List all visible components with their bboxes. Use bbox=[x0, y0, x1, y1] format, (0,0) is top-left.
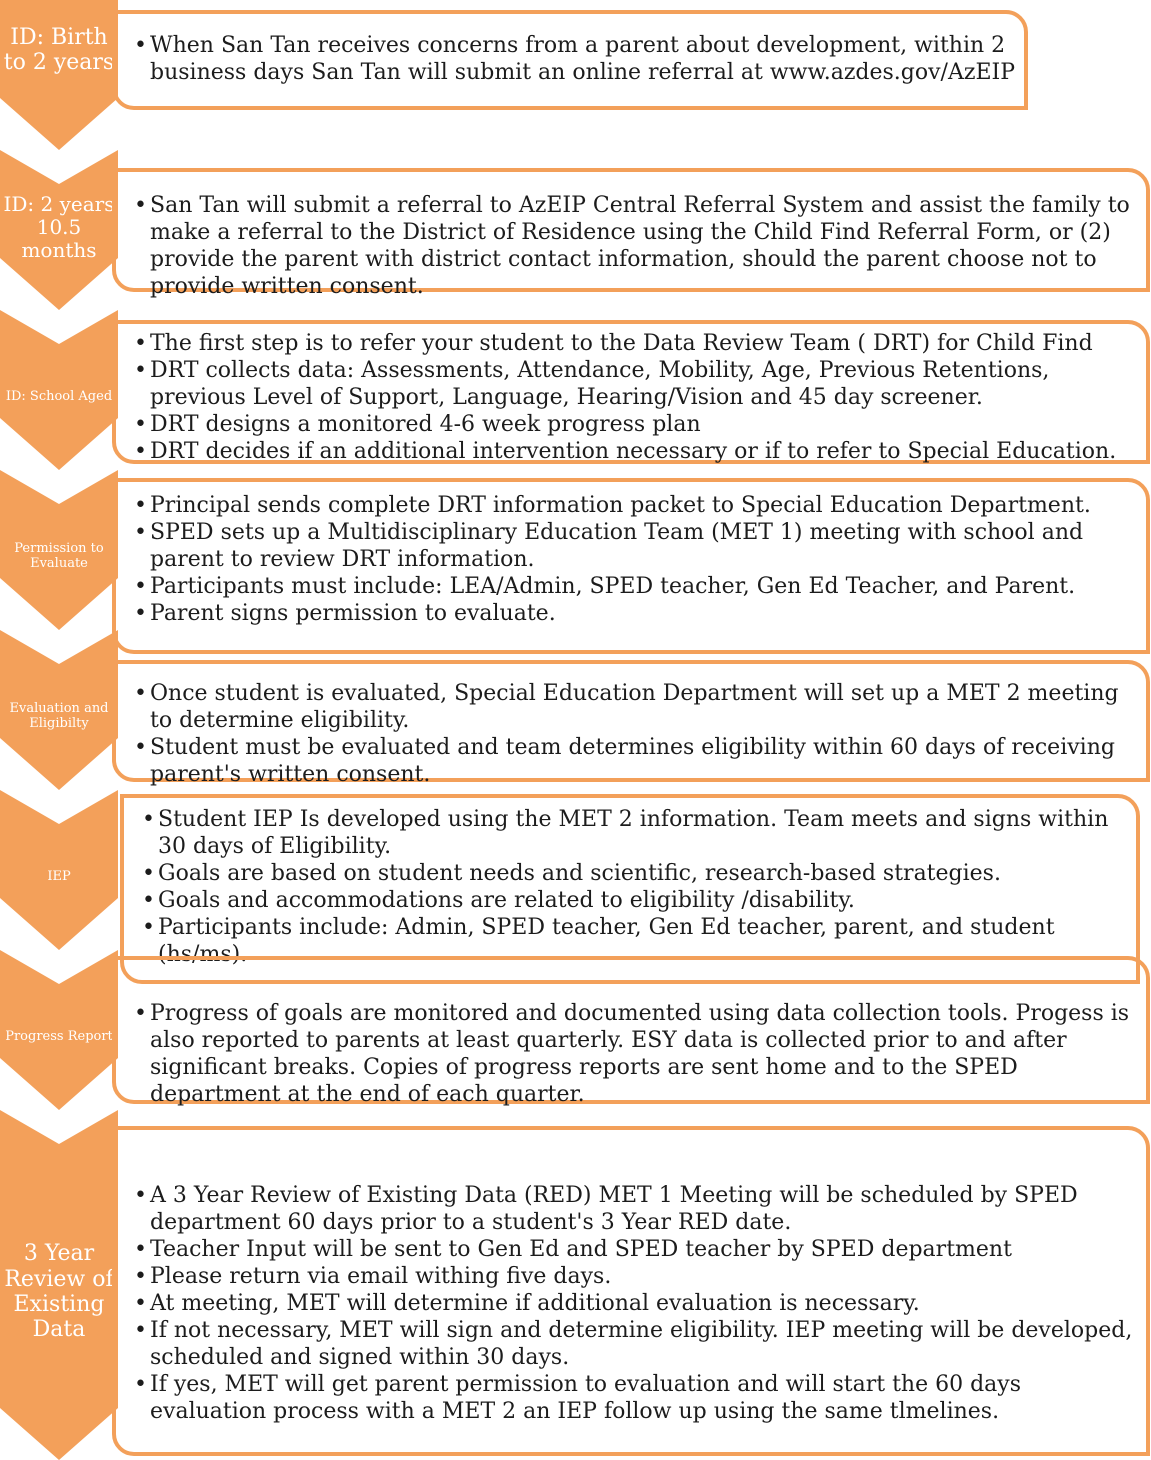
step-bullet: • When San Tan receives concerns from a parent about development, within 2 business days San Tan will submit an online referral at www.azdes.gov/AzEIP bbox=[134, 32, 1018, 86]
process-step bbox=[0, 630, 1151, 790]
process-step bbox=[0, 310, 1151, 470]
step-chevron bbox=[0, 470, 118, 630]
process-step bbox=[0, 950, 1151, 1110]
step-description-box bbox=[112, 478, 1150, 654]
step-bullet: • Progress of goals are monitored and documented using data collection tools. Progess is also reported to parents at least quarterly. ESY data is collected prior to and after significant breaks. Copies of progress reports are sent home and to the SPED department at the end of each quarter. bbox=[134, 1000, 1140, 1108]
step-bullet: • At meeting, MET will determine if additional evaluation is necessary. bbox=[134, 1290, 1140, 1317]
step-bullet: • Student IEP Is developed using the MET 2 information. Team meets and signs within 30 days of Eligibility. bbox=[142, 806, 1130, 860]
step-bullet: • Participants include: Admin, SPED teacher, Gen Ed teacher, parent, and student (hs/ms). bbox=[142, 914, 1130, 968]
step-bullet-list bbox=[134, 1000, 1140, 1108]
step-bullet-list bbox=[134, 492, 1140, 627]
step-description-box bbox=[112, 168, 1150, 299]
step-label: ID: 2 years 10.5 months bbox=[3, 191, 115, 262]
step-description-box bbox=[112, 320, 1150, 464]
step-bullet-list bbox=[134, 330, 1140, 465]
step-bullet: • DRT decides if an additional intervention necessary or if to refer to Special Education. bbox=[134, 438, 1140, 465]
step-bullet-list bbox=[134, 1182, 1140, 1425]
step-label: ID: Birth to 2 years bbox=[3, 24, 115, 75]
step-chevron bbox=[0, 950, 118, 1110]
step-chevron bbox=[0, 630, 118, 790]
step-description-box bbox=[112, 660, 1150, 787]
step-description-box bbox=[112, 10, 1028, 110]
step-bullet: • The first step is to refer your student to the Data Review Team ( DRT) for Child Find bbox=[134, 330, 1140, 357]
step-bullet: • San Tan will submit a referral to AzEIP Central Referral System and assist the family to make a referral to the District of Residence using the Child Find Referral Form, or (2) provide the parent with district contact information, should the parent choose not to provide written consent. bbox=[134, 192, 1140, 300]
step-bullet-list bbox=[134, 192, 1140, 300]
step-label: ID: School Aged bbox=[5, 388, 113, 404]
process-step bbox=[0, 470, 1151, 630]
step-description-box bbox=[112, 1126, 1150, 1456]
process-step bbox=[0, 790, 1151, 967]
step-bullet: • Principal sends complete DRT information packet to Special Education Department. bbox=[134, 492, 1140, 519]
step-bullet: • Please return via email withing five days. bbox=[134, 1263, 1140, 1290]
step-chevron bbox=[0, 150, 118, 310]
step-bullet: • Teacher Input will be sent to Gen Ed and SPED teacher by SPED department bbox=[134, 1236, 1140, 1263]
step-bullet: • Goals and accommodations are related to eligibility /disability. bbox=[142, 887, 1130, 914]
step-bullet: • Once student is evaluated, Special Education Department will set up a MET 2 meeting to determine eligibility. bbox=[134, 680, 1140, 734]
step-bullet: • Parent signs permission to evaluate. bbox=[134, 600, 1140, 627]
step-bullet: • SPED sets up a Multidisciplinary Education Team (MET 1) meeting with school and parent to review DRT information. bbox=[134, 519, 1140, 573]
step-bullet: • Participants must include: LEA/Admin, SPED teacher, Gen Ed Teacher, and Parent. bbox=[134, 573, 1140, 600]
step-label: 3 Year Review of Existing Data bbox=[4, 1241, 114, 1343]
step-bullet: • DRT designs a monitored 4-6 week progress plan bbox=[134, 411, 1140, 438]
step-description-box bbox=[112, 956, 1150, 1107]
step-chevron bbox=[0, 310, 118, 470]
step-label: Progress Report bbox=[5, 1028, 113, 1044]
step-chevron bbox=[0, 790, 118, 950]
step-bullet: • Student must be evaluated and team determines eligibility within 60 days of receiving parent's written consent. bbox=[134, 734, 1140, 788]
step-label: Permission to Evaluate bbox=[14, 541, 104, 571]
step-bullet: • If not necessary, MET will sign and determine eligibility. IEP meeting will be developed, scheduled and signed within 30 days. bbox=[134, 1317, 1140, 1371]
step-bullet-list bbox=[134, 32, 1018, 86]
step-bullet-list bbox=[134, 680, 1140, 788]
process-step bbox=[0, 150, 1151, 310]
process-step bbox=[0, 1110, 1151, 1460]
process-step bbox=[0, 0, 1151, 150]
step-bullet: • DRT collects data: Assessments, Attendance, Mobility, Age, Previous Retentions, previous Level of Support, Language, Hearing/Vision and 45 day screener. bbox=[134, 357, 1140, 411]
step-bullet-list bbox=[142, 806, 1130, 968]
step-bullet: • Goals are based on student needs and scientific, research-based strategies. bbox=[142, 860, 1130, 887]
step-label: IEP bbox=[47, 868, 71, 884]
step-chevron bbox=[0, 0, 118, 150]
step-chevron bbox=[0, 1110, 118, 1460]
step-bullet: • A 3 Year Review of Existing Data (RED) MET 1 Meeting will be scheduled by SPED department 60 days prior to a student's 3 Year RED date. bbox=[134, 1182, 1140, 1236]
step-bullet: • If yes, MET will get parent permission to evaluation and will start the 60 days evaluation process with a MET 2 an IEP follow up using the same tlmelines. bbox=[134, 1371, 1140, 1425]
step-label: Evaluation and Eligibilty bbox=[9, 701, 109, 731]
